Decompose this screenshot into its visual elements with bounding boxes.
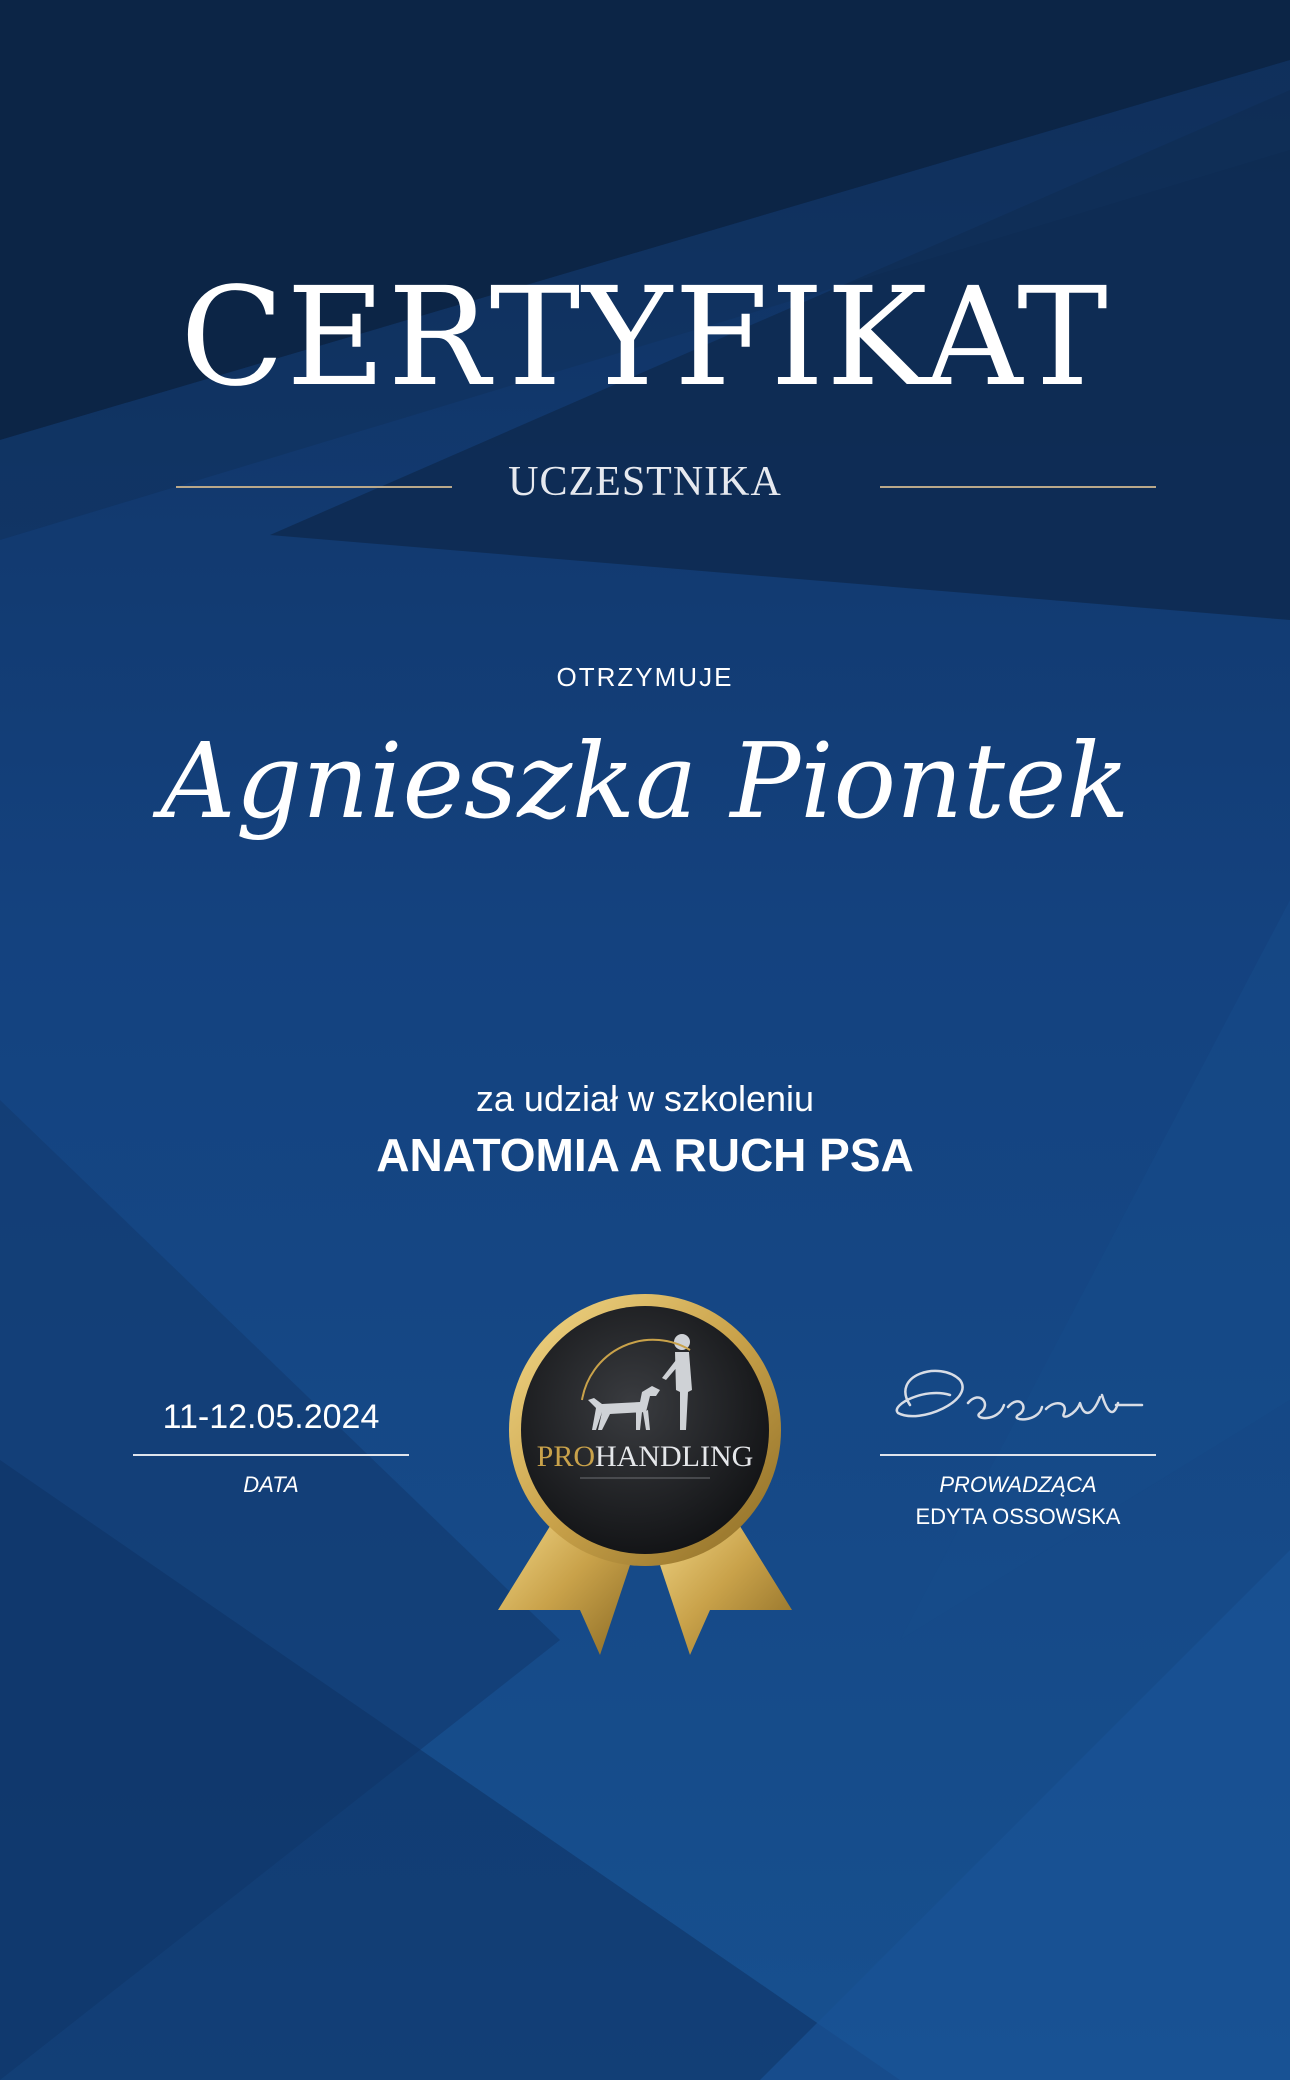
instructor-name: EDYTA OSSOWSKA xyxy=(915,1504,1121,1529)
signature-underline xyxy=(880,1454,1156,1456)
course-name: ANATOMIA A RUCH PSA xyxy=(376,1129,914,1181)
certificate-subtitle: UCZESTNIKA xyxy=(508,459,782,505)
recipient-name: Agnieszka Piontek xyxy=(160,720,1130,842)
date-underline xyxy=(133,1454,409,1456)
certificate-title: CERTYFIKAT xyxy=(180,259,1110,417)
handwritten-signature xyxy=(880,1345,1160,1445)
date-value: 11-12.05.2024 xyxy=(162,1398,380,1436)
instructor-role: PROWADZĄCA xyxy=(939,1472,1097,1497)
receives-label: OTRZYMUJE xyxy=(556,662,734,692)
subtitle-divider-right xyxy=(880,486,1156,488)
award-seal-badge xyxy=(490,1280,800,1660)
date-label: DATA xyxy=(243,1472,299,1497)
seal-brand-text: PROHANDLING xyxy=(536,1440,754,1473)
reason-line: za udział w szkoleniu xyxy=(475,1078,815,1119)
